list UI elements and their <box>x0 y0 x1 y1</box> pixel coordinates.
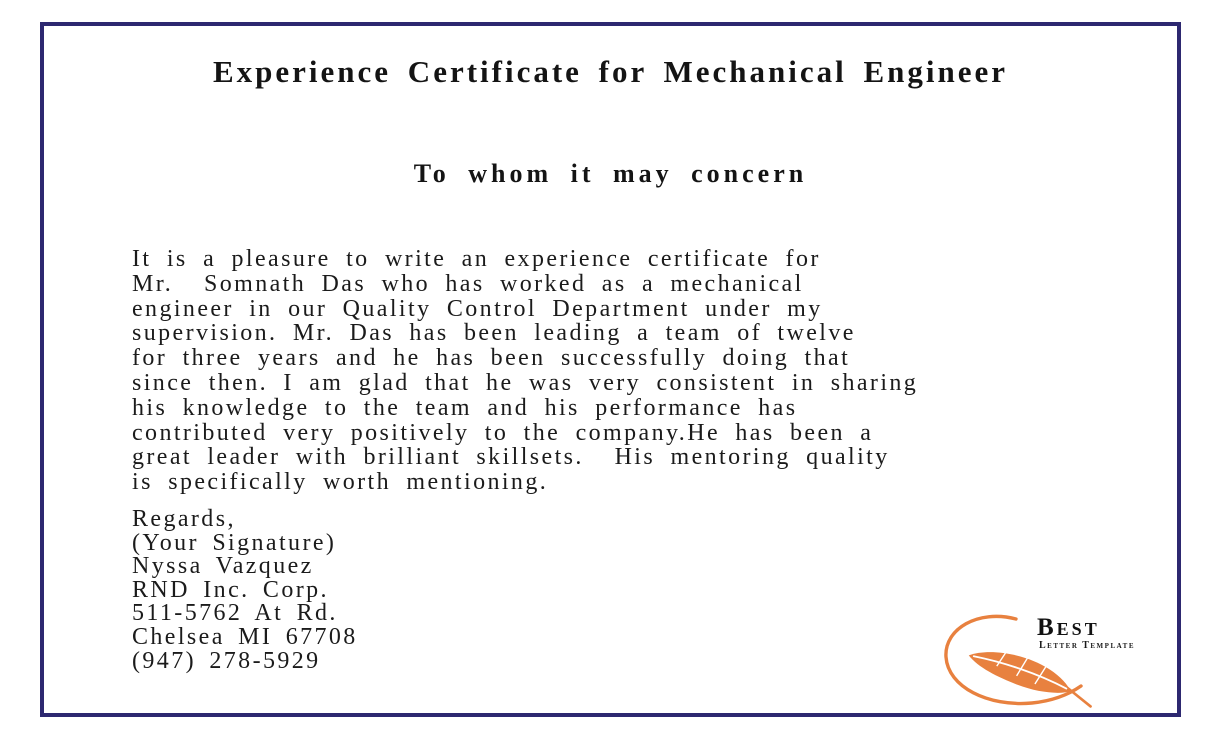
body-line: is specifically worth mentioning. <box>132 469 549 496</box>
signature-name: Nyssa Vazquez <box>132 553 314 580</box>
document-border <box>40 22 1181 717</box>
salutation: To whom it may concern <box>413 159 808 188</box>
signature-company: RND Inc. Corp. <box>132 576 329 603</box>
body-line: great leader with brilliant skillsets. His mentoring quality <box>132 444 890 471</box>
body-line: since then. I am glad that he was very consistent in sharing <box>132 369 919 396</box>
signature-street: 511-5762 At Rd. <box>132 600 338 627</box>
body-line: Mr. Somnath Das who has worked as a mechanical <box>132 270 804 297</box>
signature-phone: (947) 278-5929 <box>132 647 321 674</box>
body-line: for three years and he has been successfully doing that <box>132 345 851 372</box>
logo-brand-name: Best <box>1037 614 1100 641</box>
body-line: supervision. Mr. Das has been leading a team of twelve <box>132 320 856 347</box>
body-line: contributed very positively to the company.He has been a <box>132 419 874 446</box>
letter-body <box>132 247 918 495</box>
signature-city: Chelsea MI 67708 <box>132 623 358 650</box>
signature-regards: Regards, <box>132 506 236 532</box>
body-line: his knowledge to the team and his performance has <box>132 394 798 421</box>
signature-block <box>132 508 358 673</box>
logo-tagline: Letter Template <box>1039 640 1135 651</box>
body-line: It is a pleasure to write an experience certificate for <box>132 246 821 272</box>
body-line: engineer in our Quality Control Department under my <box>132 295 823 322</box>
best-letter-template-logo <box>940 606 1200 716</box>
signature-placeholder: (Your Signature) <box>132 529 337 556</box>
logo-text <box>1037 616 1135 651</box>
document-title: Experience Certificate for Mechanical Engineer <box>212 54 1008 89</box>
